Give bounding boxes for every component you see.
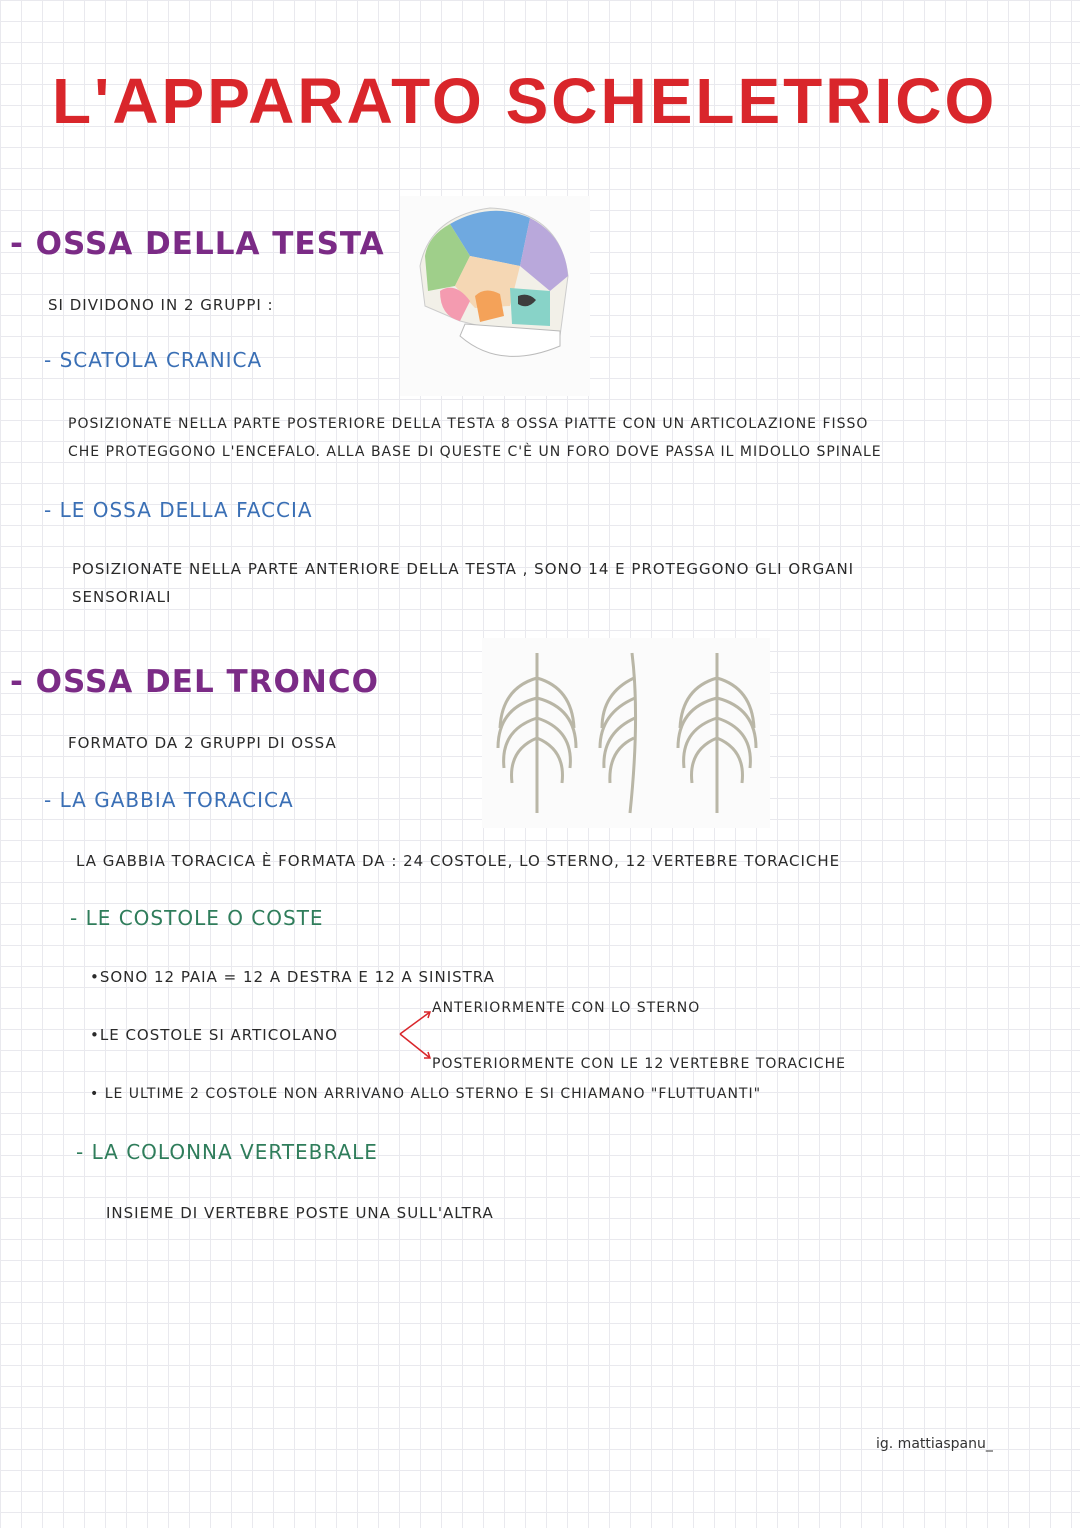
text-line: CHE PROTEGGONO L'ENCEFALO. ALLA BASE DI QUESTE C'È UN FORO DOVE PASSA IL MIDOLLO SPINALE xyxy=(68,444,882,460)
section-intro: SI DIVIDONO IN 2 GRUPPI : xyxy=(48,296,274,314)
skull-icon xyxy=(400,196,590,396)
bullet-item: • LE ULTIME 2 COSTOLE NON ARRIVANO ALLO STERNO E SI CHIAMANO "FLUTTUANTI" xyxy=(90,1086,762,1102)
subheading-face-bones: - LE OSSA DELLA FACCIA xyxy=(44,498,313,522)
skull-illustration xyxy=(400,196,590,396)
bullet-item: •SONO 12 PAIA = 12 A DESTRA E 12 A SINISTRA xyxy=(90,968,495,986)
rib-cage-illustration xyxy=(482,638,770,828)
section-heading-head-bones: - OSSA DELLA TESTA xyxy=(10,226,385,262)
subheading-rib-cage: - LA GABBIA TORACICA xyxy=(44,788,294,812)
text-line: LA GABBIA TORACICA È FORMATA DA : 24 COSTOLE, LO STERNO, 12 VERTEBRE TORACICHE xyxy=(76,852,841,870)
text-line: SENSORIALI xyxy=(72,588,172,606)
bullet-item: •LE COSTOLE SI ARTICOLANO xyxy=(90,1026,338,1044)
subheading-ribs: - LE COSTOLE O COSTE xyxy=(70,906,324,930)
page-title: L'APPARATO SCHELETRICO xyxy=(52,65,998,137)
subheading-spine: - LA COLONNA VERTEBRALE xyxy=(76,1140,378,1164)
branch-arrows-icon xyxy=(396,1004,436,1064)
rib-cage-icon xyxy=(482,638,770,828)
branch-text-posterior: POSTERIORMENTE CON LE 12 VERTEBRE TORACICHE xyxy=(432,1056,846,1072)
author-credit: ig. mattiaspanu_ xyxy=(876,1436,993,1452)
text-line: POSIZIONATE NELLA PARTE ANTERIORE DELLA TESTA , SONO 14 E PROTEGGONO GLI ORGANI xyxy=(72,560,855,578)
text-line: INSIEME DI VERTEBRE POSTE UNA SULL'ALTRA xyxy=(106,1204,494,1222)
branch-text-anterior: ANTERIORMENTE CON LO STERNO xyxy=(432,1000,701,1016)
section-intro: FORMATO DA 2 GRUPPI DI OSSA xyxy=(68,734,337,752)
section-heading-trunk-bones: - OSSA DEL TRONCO xyxy=(10,664,379,700)
subheading-cranial-box: - SCATOLA CRANICA xyxy=(44,348,263,372)
text-line: POSIZIONATE NELLA PARTE POSTERIORE DELLA TESTA 8 OSSA PIATTE CON UN ARTICOLAZIONE FISSO xyxy=(68,416,869,432)
